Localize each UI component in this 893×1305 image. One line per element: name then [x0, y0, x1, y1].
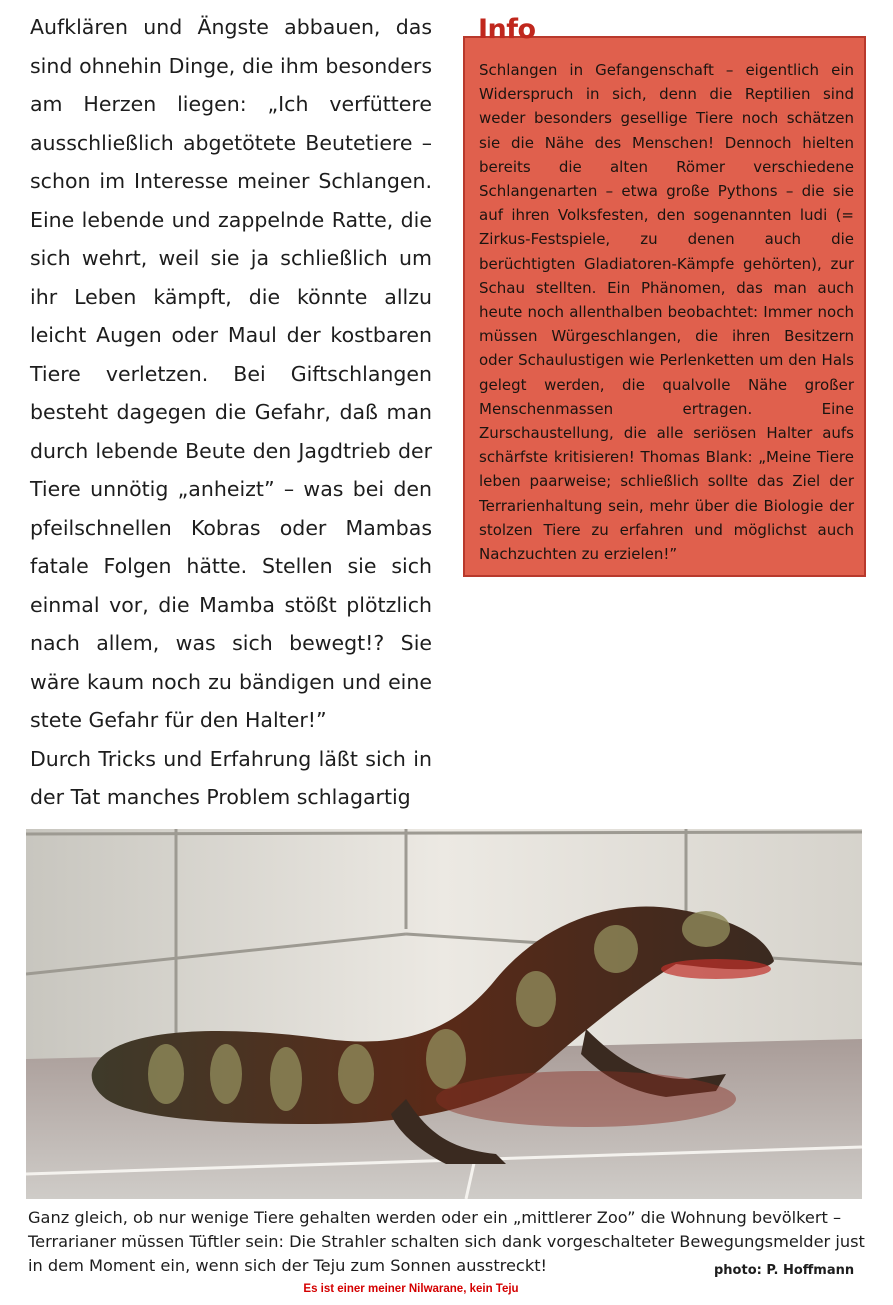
article-paragraph-1: Aufklären und Ängste abbauen, das sind ohnehin Dinge, die ihm besonders am Herzen liegen: „Ich verfüttere ausschließlich abgetötete Beutetiere – schon im Interesse meiner Schlangen. Eine lebende und zappelnde Ratte, die sich wehrt, weil sie ja schließlich um ihr Leben kämpft, die könnte allzu leicht Augen oder Maul der kostbaren Tiere verletzen. Bei Giftschlangen besteht dagegen die Gefahr, daß man durch lebende Beute den Jagdtrieb der Tiere unnötig „anheizt” – was bei den pfeilschnellen Kobras oder Mambas fatale Folgen hätte. Stellen sie sich einmal vor, die Mamba stößt plötzlich nach allem, was sich bewegt!? Sie wäre kaum noch zu bändigen und eine stete Gefahr für den Halter!”: [30, 15, 432, 732]
article-body: [30, 8, 432, 817]
info-box: [463, 36, 866, 577]
photo-credit: photo: P. Hoffmann: [714, 1263, 855, 1278]
info-box-text: Schlangen in Gefangenschaft – eigentlich ein Widerspruch in sich, denn die Reptilien sind weder besonders gesellige Tiere noch schätzen sie die Nähe des Menschen! Dennoch hielten bereits die alten Römer verschiedene Schlangenarten – etwa große Pythons – die sie auf ihren Volksfesten, den sogenannten ludi (= Zirkus-Festspiele, zu denen auch die berüchtigten Gladiatoren-Kämpfe gehörten), zur Schau stellten. Ein Phänomen, das man auch heute noch allenthalben beobachtet: Immer noch müssen Würgeschlangen, die ihren Besitzern oder Schaulustigen wie Perlenketten um den Hals gelegt werden, die qualvolle Nähe großer Menschenmassen ertragen. Eine Zurschaustellung, die alle seriösen Halter aufs schärfste kritisieren! Thomas Blank: „Meine Tiere leben paarweise; schließlich sollte das Ziel der Terrarienhaltung sein, mehr über die Biologie der stolzen Tiere zu erfahren und möglichst auch Nachzuchten zu erzielen!”: [479, 61, 854, 564]
handwritten-note: Es ist einer meiner Nilwarane, kein Teju: [303, 1283, 519, 1295]
lizard-photo: [26, 829, 862, 1199]
photo-caption: Ganz gleich, ob nur wenige Tiere gehalten werden oder ein „mittlerer Zoo” die Wohnung bevölkert – Terrarianer müssen Tüftler sein: Die Strahler schalten sich dank vorgeschalteter Bewegungsmelder just in dem Moment ein, wenn sich der Teju zum Sonnen ausstreckt!: [28, 1208, 865, 1275]
info-box-title: Info: [478, 14, 536, 45]
article-paragraph-2: Durch Tricks und Erfahrung läßt sich in der Tat manches Problem schlagartig: [30, 746, 432, 809]
lizard-photo-illustration: [26, 829, 862, 1199]
